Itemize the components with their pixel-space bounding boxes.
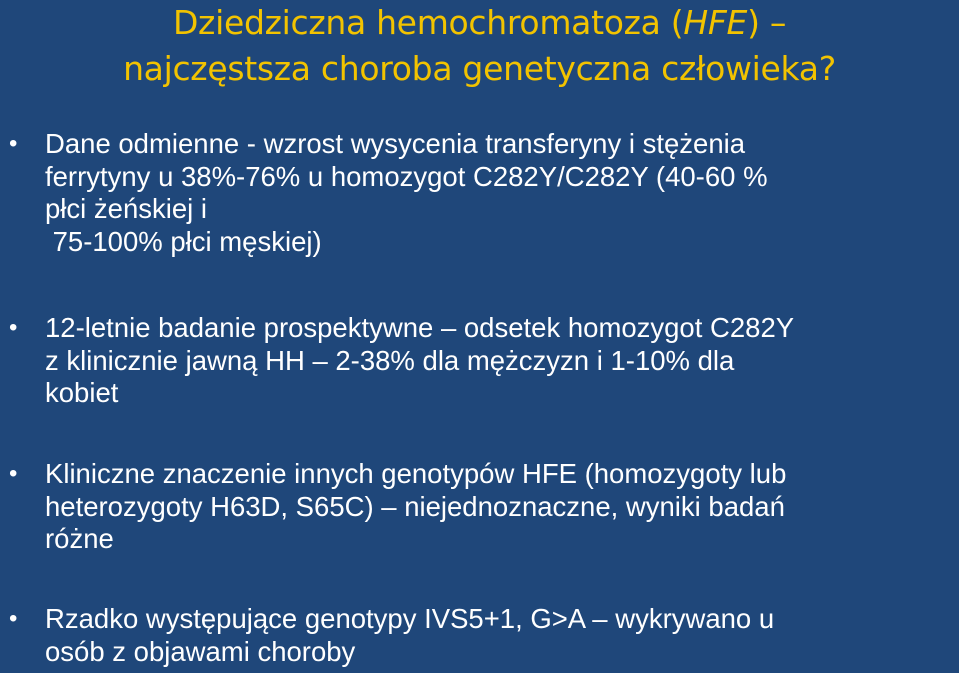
- bullet-line: płci żeńskiej i: [45, 193, 208, 224]
- bullet-text: [45, 128, 959, 258]
- title-text-part: Dziedziczna hemochromatoza (: [172, 3, 684, 42]
- bullet-text: [45, 312, 959, 410]
- bullet-text: [45, 458, 959, 556]
- slide-title: [0, 0, 959, 92]
- title-gene-name: HFE: [683, 3, 748, 42]
- bullet-line: ferrytyny u 38%-76% u homozygot C282Y/C282Y (40-60 %: [45, 160, 768, 192]
- bullet-text: [45, 603, 959, 668]
- bullet-line: Kliniczne znaczenie innych genotypów HFE (homozygoty lub: [45, 458, 787, 489]
- bullet-line: osób z objawami choroby: [45, 635, 356, 667]
- bullet-line: różne: [45, 523, 114, 554]
- bullet-line: 12-letnie badanie prospektywne – odsetek homozygot C282Y: [45, 312, 795, 343]
- bullet-dot-icon: •: [9, 130, 18, 157]
- title-text-part: ) –: [747, 3, 787, 42]
- title-line-1: [0, 0, 959, 46]
- bullet-line: heterozygoty H63D, S65C) – niejednoznaczne, wyniki badań: [45, 490, 785, 522]
- bullet-line: z klinicznie jawną HH – 2-38% dla mężczyzn i 1-10% dla: [45, 344, 735, 376]
- bullet-line: Rzadko występujące genotypy IVS5+1, G>A – wykrywano u: [45, 603, 775, 634]
- bullet-dot-icon: •: [9, 605, 18, 632]
- bullet-line: 75-100% płci męskiej): [45, 225, 322, 257]
- title-line-2: najczęstsza choroba genetyczna człowieka?: [123, 49, 836, 88]
- bullet-dot-icon: •: [9, 314, 18, 341]
- bullet-line: Dane odmienne - wzrost wysycenia transferyny i stężenia: [45, 128, 746, 159]
- bullet-dot-icon: •: [9, 460, 18, 487]
- bullet-line: kobiet: [45, 377, 119, 408]
